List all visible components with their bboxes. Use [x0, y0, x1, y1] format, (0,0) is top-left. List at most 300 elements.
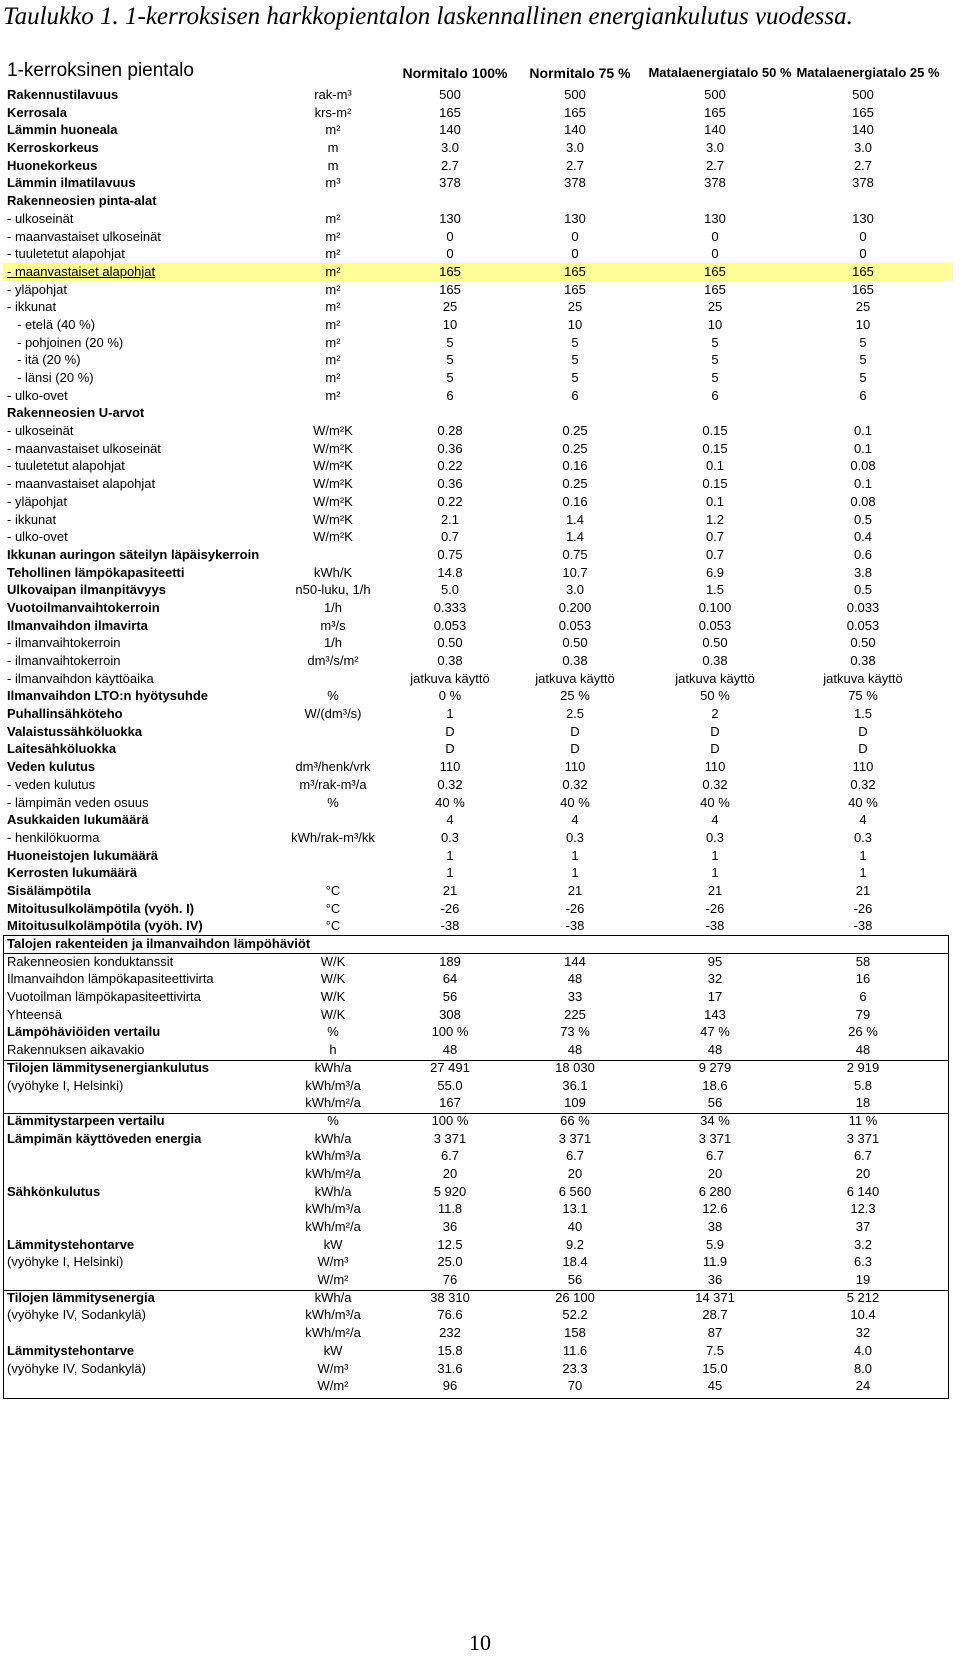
row-label: - lämpimän veden osuus	[7, 794, 149, 810]
row-value: 6 560	[558, 1183, 592, 1199]
row-value: 1	[446, 847, 454, 863]
row-unit: dm³/s/m²	[307, 653, 359, 668]
row-unit: kWh/K	[313, 564, 353, 580]
row-value: 18.6	[702, 1077, 728, 1093]
row-value: 6 280	[698, 1183, 732, 1199]
row-label: - tuuletetut alapohjat	[7, 246, 125, 262]
row-value: 11.6	[562, 1342, 588, 1358]
row-value: 2.1	[440, 511, 460, 527]
row-value: 0.15	[702, 476, 728, 492]
row-unit: kWh/m²/a	[305, 1165, 361, 1181]
row-value: 10.7	[562, 564, 588, 580]
row-value: 36	[707, 1272, 723, 1288]
row-value: 165	[564, 263, 586, 279]
row-value: -26	[440, 900, 460, 916]
row-value: 140	[852, 122, 874, 138]
row-value: 0	[446, 246, 454, 262]
row-value: D	[570, 741, 580, 757]
row-value: 4	[711, 812, 719, 828]
row-unit: W/m³	[317, 1254, 349, 1270]
row-value: D	[710, 741, 720, 757]
row-value: 189	[439, 953, 461, 969]
row-value: 21	[855, 882, 871, 898]
row-value: 0	[571, 228, 579, 244]
row-value: 10	[707, 316, 723, 332]
row-value: 0.3	[440, 829, 460, 845]
row-value: 64	[442, 971, 458, 987]
table-row	[3, 245, 953, 263]
row-value: 5 212	[846, 1289, 880, 1305]
column-header: Normitalo 100%	[402, 65, 508, 81]
row-value: 0 %	[438, 688, 462, 704]
row-value: 5	[571, 352, 579, 368]
row-label: Talojen rakenteiden ja ilmanvaihdon lämpöhäviöt	[7, 936, 311, 951]
row-value: 18 030	[555, 1059, 595, 1075]
row-value: 58	[855, 953, 871, 969]
table-row	[3, 457, 953, 475]
table-row	[3, 687, 953, 705]
row-value: 96	[442, 1378, 458, 1394]
row-value: 28.7	[702, 1307, 728, 1323]
row-value: 0.50	[850, 635, 876, 651]
row-value: 21	[442, 882, 458, 898]
row-label: - etelä (40 %)	[17, 316, 96, 332]
row-label: Huonekorkeus	[7, 157, 98, 173]
row-value: 6	[571, 387, 579, 403]
row-value: 5	[571, 334, 579, 350]
row-value: 0.053	[558, 617, 592, 633]
row-value: 109	[564, 1095, 586, 1111]
row-value: 0.38	[850, 653, 876, 668]
row-label: Lämpimän käyttöveden energia	[7, 1130, 202, 1146]
row-value: 11.8	[437, 1201, 463, 1217]
table-row	[3, 422, 953, 440]
row-value: 36	[442, 1219, 458, 1234]
row-unit: 1/h	[323, 635, 343, 651]
row-value: 1.5	[853, 706, 873, 722]
table-row	[3, 705, 953, 723]
row-value: 2.7	[705, 157, 725, 173]
row-value: 15.8	[437, 1342, 463, 1358]
row-unit: %	[327, 688, 339, 704]
row-value: 500	[852, 87, 874, 102]
table-row	[3, 528, 953, 546]
row-value: 0.033	[846, 599, 880, 615]
row-unit: kWh/m³/a	[305, 1201, 361, 1217]
table-row	[3, 740, 953, 758]
table-row	[3, 1041, 953, 1059]
row-value: 1	[446, 706, 454, 722]
row-value: 2 919	[846, 1059, 880, 1075]
row-label: Lämmitystarpeen vertailu	[7, 1112, 165, 1128]
row-label: - maanvastaiset alapohjat	[7, 476, 156, 492]
row-value: 38 310	[430, 1289, 470, 1305]
row-value: 1	[711, 865, 719, 881]
row-unit: h	[329, 1042, 337, 1058]
row-value: 165	[704, 104, 726, 120]
table-row	[3, 1289, 953, 1307]
row-value: 0.053	[846, 617, 880, 633]
row-value: 140	[704, 122, 726, 138]
row-value: 0.5	[853, 511, 873, 527]
row-value: 56	[567, 1272, 583, 1288]
row-value: 10	[855, 316, 871, 332]
row-label: (vyöhyke I, Helsinki)	[7, 1254, 124, 1270]
row-value: D	[858, 723, 868, 739]
table-row	[3, 174, 953, 192]
table-row	[3, 1360, 953, 1378]
row-label: (vyöhyke I, Helsinki)	[7, 1077, 124, 1093]
row-value: 13.1	[562, 1201, 588, 1217]
row-value: 0.32	[437, 776, 463, 792]
table-row	[3, 1006, 953, 1024]
row-value: 0.3	[565, 829, 585, 845]
row-value: 3.0	[440, 140, 460, 156]
row-value: 10	[442, 316, 458, 332]
row-value: 0.38	[702, 653, 728, 668]
table-row	[3, 935, 953, 953]
row-unit: kWh/m³/a	[305, 1307, 361, 1323]
row-value: 3.2	[853, 1236, 873, 1252]
row-value: 0.15	[702, 440, 728, 456]
row-value: 0.200	[558, 599, 592, 615]
row-label: - maanvastaiset ulkoseinät	[7, 440, 161, 456]
row-value: 66 %	[560, 1112, 590, 1128]
row-value: 16	[855, 971, 871, 987]
row-value: 0.16	[562, 458, 588, 474]
row-value: 0.3	[705, 829, 725, 845]
row-value: 3 371	[846, 1130, 880, 1146]
row-unit: W/m²K	[313, 423, 353, 439]
row-value: 4	[446, 812, 454, 828]
row-value: 1.5	[705, 582, 725, 598]
row-value: 0.15	[702, 423, 728, 439]
table-body	[3, 86, 953, 1395]
row-value: 73 %	[560, 1024, 590, 1040]
row-value: 2.5	[565, 706, 585, 722]
row-value: 48	[707, 1042, 723, 1058]
row-value: 165	[704, 263, 726, 279]
row-value: 0.5	[853, 582, 873, 598]
table-row	[3, 776, 953, 794]
row-value: -38	[853, 918, 873, 934]
row-value: 165	[852, 263, 874, 279]
row-value: D	[445, 723, 455, 739]
table-row	[3, 829, 953, 847]
row-value: 3.8	[853, 564, 873, 580]
row-value: 32	[707, 971, 723, 987]
row-value: 48	[442, 1042, 458, 1058]
row-unit: kWh/a	[314, 1059, 352, 1075]
row-value: 0	[859, 246, 867, 262]
row-value: 4.0	[853, 1342, 873, 1358]
table-row	[3, 351, 953, 369]
row-value: 50 %	[700, 688, 730, 704]
row-unit: m²	[325, 352, 341, 368]
row-value: 45	[707, 1378, 723, 1394]
table-row	[3, 634, 953, 652]
row-unit: kWh/rak-m³/kk	[291, 829, 375, 845]
row-label: - ikkunat	[7, 299, 57, 315]
row-value: 1	[571, 847, 579, 863]
row-value: 0	[571, 246, 579, 262]
row-value: 40	[567, 1219, 583, 1234]
row-unit: m²	[325, 263, 341, 279]
row-label: Yhteensä	[7, 1006, 62, 1022]
section-divider	[3, 1290, 949, 1291]
row-label: Kerrosten lukumäärä	[7, 865, 138, 881]
row-value: 0.333	[433, 599, 467, 615]
table-row	[3, 139, 953, 157]
table-row	[3, 617, 953, 635]
row-value: 0.28	[437, 423, 463, 439]
row-value: 165	[564, 281, 586, 297]
row-label: Lämmitystehontarve	[7, 1236, 135, 1252]
row-value: 0.7	[440, 529, 460, 545]
row-value: 378	[439, 175, 461, 191]
row-value: 3 371	[558, 1130, 592, 1146]
row-unit: W/K	[320, 1006, 346, 1022]
row-unit: W/m²K	[313, 511, 353, 527]
table-row	[3, 970, 953, 988]
row-value: 500	[439, 87, 461, 102]
row-value: 0.36	[437, 440, 463, 456]
row-label: Lämmin huoneala	[7, 122, 118, 138]
row-value: 1	[711, 847, 719, 863]
row-value: 165	[439, 263, 461, 279]
row-label: Sisälämpötila	[7, 882, 91, 898]
row-label: - ulkoseinät	[7, 423, 74, 439]
row-value: 12.6	[702, 1201, 728, 1217]
row-value: -38	[705, 918, 725, 934]
row-label: - ulko-ovet	[7, 529, 68, 545]
row-value: 130	[564, 210, 586, 226]
row-label: Ilmanvaihdon ilmavirta	[7, 617, 148, 633]
row-value: 144	[564, 953, 586, 969]
row-label: - yläpohjat	[7, 493, 67, 509]
row-label: - veden kulutus	[7, 776, 96, 792]
row-value: 0.1	[705, 458, 725, 474]
row-value: 5.0	[440, 582, 460, 598]
row-unit: m²	[325, 316, 341, 332]
table-row	[3, 1130, 953, 1148]
row-unit: W/K	[320, 953, 346, 969]
table-row	[3, 1059, 953, 1077]
row-value: 25	[707, 299, 723, 315]
row-label: Veden kulutus	[7, 759, 96, 775]
row-unit: krs-m²	[314, 104, 352, 120]
row-value: 40 %	[435, 794, 465, 810]
row-value: 110	[704, 759, 726, 775]
row-value: 0.22	[437, 458, 463, 474]
row-unit: %	[327, 1112, 339, 1128]
row-unit: kWh/m²/a	[305, 1325, 361, 1341]
row-unit: kWh/m³/a	[305, 1077, 361, 1093]
row-unit: W/m²K	[313, 476, 353, 492]
row-value: 165	[439, 104, 461, 120]
row-value: 20	[442, 1165, 458, 1181]
row-value: 0.75	[562, 546, 588, 562]
row-value: -38	[565, 918, 585, 934]
row-value: 9 279	[698, 1059, 732, 1075]
row-value: 10	[567, 316, 583, 332]
row-value: 6.7	[565, 1148, 585, 1164]
row-value: 165	[564, 104, 586, 120]
row-value: 33	[567, 989, 583, 1005]
table-row	[3, 900, 953, 918]
table-row	[3, 847, 953, 865]
row-value: 5	[711, 370, 719, 385]
row-value: 14 371	[695, 1289, 735, 1305]
row-value: 0.50	[437, 635, 463, 651]
row-value: 0.053	[433, 617, 467, 633]
row-unit: kWh/a	[314, 1130, 352, 1146]
row-value: 225	[564, 1006, 586, 1022]
table-row	[3, 1165, 953, 1183]
row-value: 20	[567, 1165, 583, 1181]
row-unit: kWh/m²/a	[305, 1219, 361, 1234]
row-value: 6.9	[705, 564, 725, 580]
row-label: Vuotoilman lämpökapasiteettivirta	[7, 989, 201, 1005]
row-unit: m²	[325, 122, 341, 138]
row-unit: W/m²	[317, 1272, 349, 1288]
row-value: 0.1	[705, 493, 725, 509]
table-row	[3, 1094, 953, 1112]
column-header: Matalaenergiatalo 25 %	[796, 65, 940, 80]
row-label: Mitoitusulkolämpötila (vyöh. I)	[7, 900, 195, 916]
row-value: 17	[707, 989, 723, 1005]
row-label: - ulkoseinät	[7, 210, 74, 226]
row-unit: m²	[325, 334, 341, 350]
row-value: 5	[859, 370, 867, 385]
row-unit: W/m²	[317, 1378, 349, 1394]
row-value: 12.3	[850, 1201, 876, 1217]
row-label: Sähkönkulutus	[7, 1183, 101, 1199]
row-value: 1.2	[705, 511, 725, 527]
row-value: 37	[855, 1219, 871, 1234]
row-value: 1	[859, 847, 867, 863]
row-value: 25 %	[560, 688, 590, 704]
row-value: 1.4	[565, 511, 585, 527]
row-value: 308	[439, 1006, 461, 1022]
row-value: 5	[446, 352, 454, 368]
row-value: 140	[564, 122, 586, 138]
row-unit: m²	[325, 246, 341, 262]
row-label: - maanvastaiset ulkoseinät	[7, 228, 161, 244]
table-row	[3, 387, 953, 405]
table-title: 1-kerroksinen pientalo	[7, 60, 194, 81]
table-row	[3, 192, 953, 210]
row-value: D	[858, 741, 868, 757]
row-label: Ulkovaipan ilmanpitävyys	[7, 582, 166, 598]
row-value: 0	[859, 228, 867, 244]
row-value: 56	[442, 989, 458, 1005]
row-label: Lämmitystehontarve	[7, 1342, 135, 1358]
row-value: 0.3	[853, 829, 873, 845]
row-label: - ikkunat	[7, 511, 57, 527]
row-value: 0.1	[853, 476, 873, 492]
table-row	[3, 953, 953, 971]
row-label: Tilojen lämmitysenergia	[7, 1289, 155, 1305]
row-value: jatkuva käyttö	[535, 670, 615, 686]
row-value: 76.6	[437, 1307, 463, 1323]
row-value: 3.0	[853, 140, 873, 156]
row-label: Ilmanvaihdon lämpökapasiteettivirta	[7, 971, 214, 987]
row-value: 36.1	[562, 1077, 588, 1093]
row-label: Rakenneosien pinta-alat	[7, 193, 157, 209]
row-unit: °C	[325, 900, 341, 916]
table-row	[3, 652, 953, 670]
row-value: jatkuva käyttö	[823, 670, 903, 686]
row-value: 52.2	[562, 1307, 588, 1323]
row-label: Kerroskorkeus	[7, 140, 99, 156]
row-value: 47 %	[700, 1024, 730, 1040]
row-unit: W/m²K	[313, 458, 353, 474]
row-value: 48	[855, 1042, 871, 1058]
row-unit: m²	[325, 370, 341, 385]
row-value: 26 100	[555, 1289, 595, 1305]
row-value: 165	[439, 281, 461, 297]
row-unit: m³/s	[320, 617, 346, 633]
row-value: 2	[711, 706, 719, 722]
row-value: 0.25	[562, 440, 588, 456]
page-number: 10	[469, 1630, 491, 1655]
row-unit: kWh/a	[314, 1183, 352, 1199]
row-label: - maanvastaiset alapohjat	[7, 263, 156, 279]
row-value: 19	[855, 1272, 871, 1288]
table-row	[3, 1183, 953, 1201]
row-label: Lämpöhäviöiden vertailu	[7, 1024, 161, 1040]
row-label: Valaistussähköluokka	[7, 723, 143, 739]
row-unit: kWh/m²/a	[305, 1095, 361, 1111]
row-value: 0.38	[437, 653, 463, 668]
table-row	[3, 104, 953, 122]
table-row	[3, 988, 953, 1006]
row-label: Laitesähköluokka	[7, 741, 117, 757]
row-value: 143	[704, 1006, 726, 1022]
row-unit: m³/rak-m³/a	[299, 776, 367, 792]
table-row	[3, 1306, 953, 1324]
row-value: 0.36	[437, 476, 463, 492]
row-value: 6 140	[846, 1183, 880, 1199]
row-value: 0	[711, 246, 719, 262]
row-value: 5	[446, 370, 454, 385]
column-header: Matalaenergiatalo 50 %	[648, 65, 792, 80]
row-value: 18	[855, 1095, 871, 1111]
section-divider	[3, 1113, 949, 1114]
row-unit: °C	[325, 882, 341, 898]
row-value: 25	[855, 299, 871, 315]
row-unit: W/(dm³/s)	[304, 706, 362, 722]
row-label: Rakennustilavuus	[7, 87, 119, 102]
row-value: 0.053	[698, 617, 732, 633]
section-divider	[3, 1060, 949, 1061]
section-divider	[3, 953, 949, 954]
table-row	[3, 581, 953, 599]
row-value: 500	[564, 87, 586, 102]
row-value: 3.0	[565, 140, 585, 156]
row-value: 100 %	[431, 1024, 469, 1040]
row-value: 0.7	[705, 529, 725, 545]
row-value: 21	[707, 882, 723, 898]
table-row	[3, 1200, 953, 1218]
row-value: 34 %	[700, 1112, 730, 1128]
row-value: 14.8	[437, 564, 463, 580]
row-value: 6.7	[440, 1148, 460, 1164]
row-value: 8.0	[853, 1360, 873, 1376]
row-value: 378	[704, 175, 726, 191]
row-value: jatkuva käyttö	[675, 670, 755, 686]
